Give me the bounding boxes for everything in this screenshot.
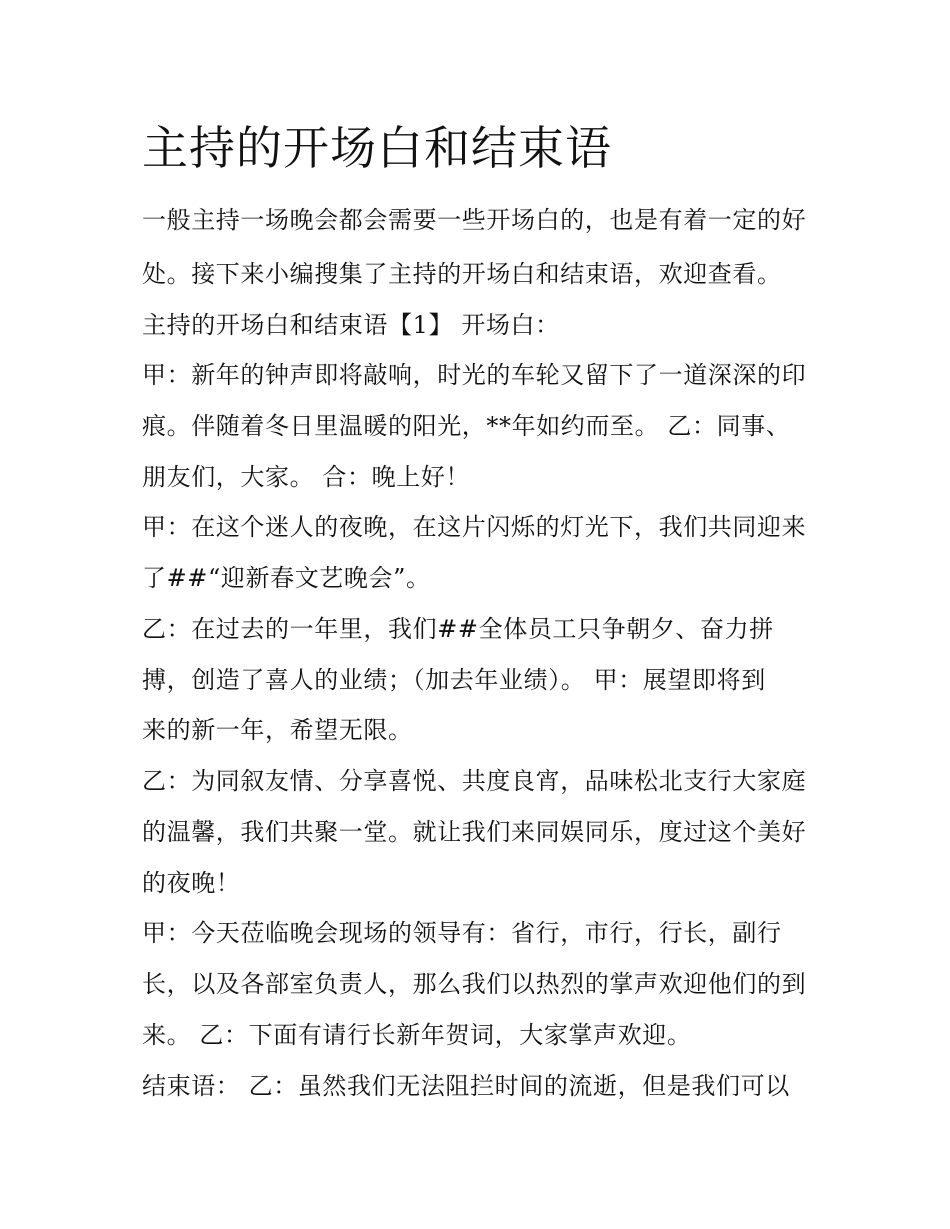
text-line: 甲：在这个迷人的夜晚，在这片闪烁的灯光下，我们共同迎来: [142, 513, 807, 541]
text-line: 朋友们，大家。 合：晚上好！: [142, 463, 471, 491]
text-line: 的夜晚！: [142, 869, 241, 897]
text-line: 乙：为同叙友情、分享喜悦、共度良宵，品味松北支行大家庭: [142, 767, 807, 795]
document-title: 主持的开场白和结束语: [142, 121, 612, 175]
text-line: 来的新一年，希望无限。: [142, 716, 413, 744]
text-line: 的温馨，我们共聚一堂。就让我们来同娱同乐，度过这个美好: [142, 818, 807, 846]
text-line: 乙：在过去的一年里，我们##全体员工只争朝夕、奋力拼: [142, 615, 774, 643]
text-line: 主持的开场白和结束语【1】 开场白：: [142, 311, 560, 339]
text-line: 结束语： 乙：虽然我们无法阻拦时间的流逝，但是我们可以: [142, 1072, 790, 1100]
text-line: 来。 乙：下面有请行长新年贺词，大家掌声欢迎。: [142, 1021, 692, 1049]
text-line: 处。接下来小编搜集了主持的开场白和结束语，欢迎查看。: [142, 260, 782, 288]
text-line: 痕。伴随着冬日里温暖的阳光，**年如约而至。 乙：同事、: [142, 412, 791, 440]
text-line: 搏，创造了喜人的业绩；（加去年业绩）。 甲：展望即将到: [142, 666, 766, 694]
text-line: 了##“迎新春文艺晚会”。: [142, 564, 431, 592]
text-line: 长，以及各部室负责人，那么我们以热烈的掌声欢迎他们的到: [142, 970, 807, 998]
text-line: 甲：新年的钟声即将敲响，时光的车轮又留下了一道深深的印: [142, 361, 807, 389]
text-line: 甲：今天莅临晚会现场的领导有：省行，市行，行长，副行: [142, 919, 782, 947]
text-line: 一般主持一场晚会都会需要一些开场白的，也是有着一定的好: [142, 206, 807, 234]
